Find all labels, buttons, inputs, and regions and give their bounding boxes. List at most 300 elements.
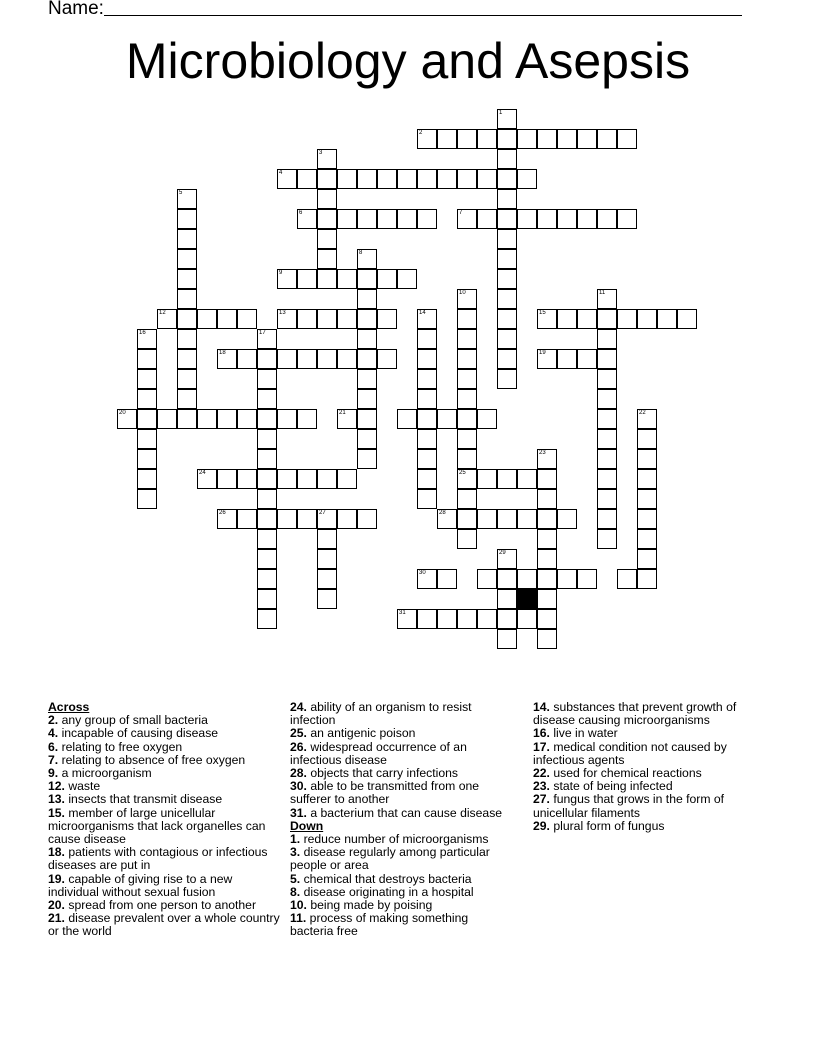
grid-cell[interactable] — [537, 629, 557, 649]
grid-cell[interactable] — [297, 209, 317, 229]
grid-cell[interactable] — [557, 209, 577, 229]
grid-cell[interactable] — [497, 109, 517, 129]
grid-cell[interactable] — [537, 609, 557, 629]
clue-text: insects that transmit disease — [68, 792, 223, 807]
grid-cell[interactable] — [197, 469, 217, 489]
clue-number: 30 — [419, 570, 426, 576]
grid-cell[interactable] — [177, 329, 197, 349]
grid-cell[interactable] — [337, 469, 357, 489]
grid-cell[interactable] — [277, 409, 297, 429]
grid-cell[interactable] — [517, 509, 537, 529]
grid-cell[interactable] — [497, 629, 517, 649]
grid-cell[interactable] — [177, 349, 197, 369]
grid-cell[interactable] — [437, 409, 457, 429]
grid-cell[interactable] — [297, 409, 317, 429]
grid-cell[interactable] — [317, 149, 337, 169]
grid-cell[interactable] — [237, 349, 257, 369]
grid-cell[interactable] — [397, 269, 417, 289]
grid-cell[interactable] — [157, 309, 177, 329]
grid-cell[interactable] — [497, 149, 517, 169]
grid-cell[interactable] — [377, 209, 397, 229]
grid-cell[interactable] — [557, 309, 577, 329]
grid-cell[interactable] — [497, 569, 517, 589]
grid-cell[interactable] — [357, 309, 377, 329]
grid-cell[interactable] — [497, 269, 517, 289]
clue-number: 22 — [639, 410, 646, 416]
grid-cell[interactable] — [257, 529, 277, 549]
grid-cell[interactable] — [497, 329, 517, 349]
grid-cell[interactable] — [357, 389, 377, 409]
grid-cell[interactable] — [537, 449, 557, 469]
grid-cell[interactable] — [137, 349, 157, 369]
grid-cell[interactable] — [637, 309, 657, 329]
grid-cell[interactable] — [637, 549, 657, 569]
grid-cell[interactable] — [497, 589, 517, 609]
grid-cell[interactable] — [317, 469, 337, 489]
grid-cell[interactable] — [417, 389, 437, 409]
clue-number: 7. — [48, 752, 59, 767]
grid-cell[interactable] — [457, 429, 477, 449]
grid-cell[interactable] — [217, 409, 237, 429]
grid-cell[interactable] — [177, 409, 197, 429]
grid-cell[interactable] — [377, 349, 397, 369]
grid-cell[interactable] — [277, 309, 297, 329]
grid-cell[interactable] — [257, 329, 277, 349]
grid-cell[interactable] — [577, 129, 597, 149]
grid-cell[interactable] — [377, 169, 397, 189]
grid-cell[interactable] — [537, 349, 557, 369]
clue-number: 27. — [533, 792, 550, 807]
grid-cell[interactable] — [357, 429, 377, 449]
grid-cell[interactable] — [677, 309, 697, 329]
grid-cell[interactable] — [597, 209, 617, 229]
grid-cell[interactable] — [417, 349, 437, 369]
clue-item — [533, 793, 763, 819]
grid-cell[interactable] — [257, 349, 277, 369]
grid-cell[interactable] — [597, 329, 617, 349]
clue-number: 28. — [290, 766, 307, 781]
grid-cell[interactable] — [237, 509, 257, 529]
grid-cell[interactable] — [657, 309, 677, 329]
grid-cell[interactable] — [257, 429, 277, 449]
clue-number: 29. — [533, 818, 550, 833]
grid-cell[interactable] — [497, 309, 517, 329]
grid-cell[interactable] — [337, 169, 357, 189]
grid-cell[interactable] — [457, 529, 477, 549]
grid-cell[interactable] — [117, 409, 137, 429]
clue-text: disease regularly among particular people or area — [290, 845, 490, 873]
grid-cell[interactable] — [597, 469, 617, 489]
grid-cell[interactable] — [337, 209, 357, 229]
grid-cell[interactable] — [257, 449, 277, 469]
clue-number: 17. — [533, 739, 550, 754]
grid-cell[interactable] — [577, 309, 597, 329]
grid-cell[interactable] — [177, 289, 197, 309]
grid-cell[interactable] — [637, 489, 657, 509]
grid-cell[interactable] — [357, 329, 377, 349]
grid-cell[interactable] — [257, 569, 277, 589]
grid-cell[interactable] — [597, 409, 617, 429]
grid-cell[interactable] — [357, 509, 377, 529]
clue-number: 19. — [48, 871, 65, 886]
grid-cell[interactable] — [137, 329, 157, 349]
grid-cell[interactable] — [457, 389, 477, 409]
grid-cell[interactable] — [617, 569, 637, 589]
grid-cell[interactable] — [497, 509, 517, 529]
clue-number: 12 — [159, 310, 166, 316]
clue-number: 31 — [399, 610, 406, 616]
clue-number: 4. — [48, 726, 59, 741]
grid-cell[interactable] — [577, 209, 597, 229]
clue-number: 4 — [279, 170, 283, 176]
grid-cell[interactable] — [177, 209, 197, 229]
grid-cell[interactable] — [177, 189, 197, 209]
grid-cell[interactable] — [437, 609, 457, 629]
clue-column-1 — [48, 701, 284, 939]
grid-cell[interactable] — [577, 569, 597, 589]
grid-cell[interactable] — [257, 589, 277, 609]
clue-number: 11 — [599, 290, 606, 296]
clue-text: objects that carry infections — [310, 766, 459, 781]
clue-text: ability of an organism to resist infection — [290, 700, 472, 728]
grid-cell[interactable] — [177, 389, 197, 409]
grid-cell[interactable] — [557, 129, 577, 149]
grid-cell[interactable] — [237, 469, 257, 489]
grid-cell[interactable] — [297, 469, 317, 489]
clue-number: 2. — [48, 713, 59, 728]
clue-number: 15 — [539, 310, 546, 316]
grid-cell[interactable] — [497, 549, 517, 569]
grid-cell[interactable] — [597, 309, 617, 329]
grid-cell[interactable] — [257, 549, 277, 569]
grid-cell[interactable] — [417, 169, 437, 189]
clue-text: disease originating in a hospital — [303, 884, 474, 899]
grid-cell[interactable] — [357, 289, 377, 309]
grid-cell[interactable] — [497, 609, 517, 629]
grid-cell[interactable] — [617, 209, 637, 229]
clue-number: 18 — [219, 350, 226, 356]
clue-text: process of making something bacteria free — [290, 911, 469, 939]
grid-cell[interactable] — [137, 409, 157, 429]
grid-cell[interactable] — [177, 269, 197, 289]
grid-cell[interactable] — [497, 169, 517, 189]
clue-item — [48, 807, 284, 847]
grid-cell[interactable] — [557, 569, 577, 589]
grid-cell[interactable] — [417, 329, 437, 349]
grid-cell[interactable] — [457, 169, 477, 189]
grid-cell[interactable] — [357, 169, 377, 189]
grid-cell[interactable] — [457, 409, 477, 429]
grid-cell[interactable] — [537, 569, 557, 589]
grid-cell[interactable] — [397, 169, 417, 189]
grid-cell[interactable] — [177, 309, 197, 329]
grid-cell[interactable] — [537, 489, 557, 509]
grid-cell[interactable] — [457, 369, 477, 389]
grid-cell[interactable] — [457, 609, 477, 629]
grid-cell[interactable] — [337, 269, 357, 289]
grid-cell[interactable] — [477, 569, 497, 589]
clue-text: a bacterium that can cause disease — [310, 805, 503, 820]
grid-cell[interactable] — [457, 449, 477, 469]
grid-cell[interactable] — [537, 469, 557, 489]
grid-cell[interactable] — [497, 349, 517, 369]
grid-cell[interactable] — [457, 309, 477, 329]
grid-cell[interactable] — [637, 569, 657, 589]
grid-cell[interactable] — [257, 369, 277, 389]
grid-cell[interactable] — [237, 309, 257, 329]
grid-cell[interactable] — [217, 349, 237, 369]
grid-cell[interactable] — [537, 589, 557, 609]
grid-cell[interactable] — [497, 469, 517, 489]
grid-cell[interactable] — [537, 509, 557, 529]
name-label: Name: — [48, 0, 104, 19]
grid-cell[interactable] — [597, 129, 617, 149]
grid-cell[interactable] — [357, 369, 377, 389]
grid-cell[interactable] — [477, 469, 497, 489]
clue-column-2 — [290, 701, 510, 939]
grid-cell[interactable] — [437, 169, 457, 189]
grid-cell[interactable] — [497, 189, 517, 209]
grid-cell[interactable] — [337, 309, 357, 329]
grid-cell[interactable] — [297, 169, 317, 189]
grid-cell[interactable] — [457, 489, 477, 509]
grid-cell[interactable] — [457, 349, 477, 369]
grid-cell[interactable] — [457, 289, 477, 309]
grid-cell[interactable] — [377, 269, 397, 289]
grid-cell[interactable] — [317, 229, 337, 249]
clue-item — [533, 701, 763, 727]
grid-cell[interactable] — [597, 449, 617, 469]
grid-cell[interactable] — [477, 129, 497, 149]
grid-cell[interactable] — [417, 209, 437, 229]
clue-number: 13 — [279, 310, 286, 316]
grid-cell[interactable] — [497, 249, 517, 269]
grid-cell[interactable] — [537, 529, 557, 549]
grid-cell[interactable] — [277, 169, 297, 189]
grid-cell[interactable] — [417, 129, 437, 149]
grid-cell[interactable] — [317, 269, 337, 289]
grid-cell[interactable] — [257, 409, 277, 429]
grid-cell[interactable] — [257, 609, 277, 629]
grid-cell[interactable] — [497, 289, 517, 309]
grid-cell[interactable] — [217, 469, 237, 489]
clue-number: 9. — [48, 766, 59, 781]
grid-cell[interactable] — [537, 549, 557, 569]
grid-cell[interactable] — [637, 529, 657, 549]
grid-cell[interactable] — [457, 329, 477, 349]
black-cell — [517, 589, 537, 609]
grid-cell[interactable] — [277, 269, 297, 289]
grid-cell[interactable] — [497, 369, 517, 389]
grid-cell[interactable] — [277, 349, 297, 369]
grid-cell[interactable] — [357, 209, 377, 229]
grid-cell[interactable] — [337, 509, 357, 529]
grid-cell[interactable] — [177, 229, 197, 249]
grid-cell[interactable] — [637, 449, 657, 469]
grid-cell[interactable] — [637, 409, 657, 429]
grid-cell[interactable] — [517, 169, 537, 189]
grid-cell[interactable] — [417, 609, 437, 629]
grid-cell[interactable] — [137, 469, 157, 489]
grid-cell[interactable] — [137, 489, 157, 509]
grid-cell[interactable] — [617, 309, 637, 329]
clue-number: 1. — [290, 832, 301, 847]
grid-cell[interactable] — [417, 489, 437, 509]
grid-cell[interactable] — [277, 509, 297, 529]
grid-cell[interactable] — [637, 469, 657, 489]
grid-cell[interactable] — [497, 229, 517, 249]
grid-cell[interactable] — [317, 209, 337, 229]
grid-cell[interactable] — [417, 409, 437, 429]
grid-cell[interactable] — [157, 409, 177, 429]
clue-number: 30. — [290, 779, 307, 794]
grid-cell[interactable] — [497, 209, 517, 229]
grid-cell[interactable] — [537, 209, 557, 229]
clue-text: any group of small bacteria — [61, 713, 208, 728]
grid-cell[interactable] — [317, 549, 337, 569]
grid-cell[interactable] — [437, 129, 457, 149]
grid-cell[interactable] — [517, 469, 537, 489]
grid-cell[interactable] — [477, 169, 497, 189]
clue-number: 14 — [419, 310, 426, 316]
grid-cell[interactable] — [417, 369, 437, 389]
grid-cell[interactable] — [597, 489, 617, 509]
grid-cell[interactable] — [257, 489, 277, 509]
grid-cell[interactable] — [297, 309, 317, 329]
grid-cell[interactable] — [577, 349, 597, 369]
clue-number: 21 — [339, 410, 346, 416]
grid-cell[interactable] — [597, 369, 617, 389]
grid-cell[interactable] — [597, 349, 617, 369]
grid-cell[interactable] — [477, 209, 497, 229]
grid-cell[interactable] — [637, 509, 657, 529]
grid-cell[interactable] — [397, 209, 417, 229]
grid-cell[interactable] — [457, 209, 477, 229]
grid-cell[interactable] — [617, 129, 637, 149]
grid-cell[interactable] — [317, 529, 337, 549]
grid-cell[interactable] — [597, 529, 617, 549]
grid-cell[interactable] — [417, 429, 437, 449]
grid-cell[interactable] — [317, 189, 337, 209]
grid-cell[interactable] — [357, 409, 377, 429]
grid-cell[interactable] — [317, 589, 337, 609]
grid-cell[interactable] — [217, 509, 237, 529]
clue-number: 10 — [459, 290, 466, 296]
grid-cell[interactable] — [217, 309, 237, 329]
grid-cell[interactable] — [397, 609, 417, 629]
grid-cell[interactable] — [257, 509, 277, 529]
grid-cell[interactable] — [357, 449, 377, 469]
grid-cell[interactable] — [457, 469, 477, 489]
grid-cell[interactable] — [137, 429, 157, 449]
clue-number: 18. — [48, 845, 65, 860]
clue-number: 31. — [290, 805, 307, 820]
grid-cell[interactable] — [177, 249, 197, 269]
grid-cell[interactable] — [597, 289, 617, 309]
clue-text: live in water — [553, 726, 618, 741]
grid-cell[interactable] — [417, 469, 437, 489]
grid-cell[interactable] — [537, 309, 557, 329]
grid-cell[interactable] — [337, 409, 357, 429]
clue-number: 15. — [48, 805, 65, 820]
grid-cell[interactable] — [257, 469, 277, 489]
grid-cell[interactable] — [137, 449, 157, 469]
clue-text: disease prevalent over a whole country or the world — [48, 911, 280, 939]
grid-cell[interactable] — [597, 509, 617, 529]
clue-item — [533, 820, 763, 833]
grid-cell[interactable] — [297, 349, 317, 369]
clue-text: used for chemical reactions — [553, 766, 702, 781]
grid-cell[interactable] — [357, 269, 377, 289]
clue-number: 2 — [419, 130, 423, 136]
clue-number: 1 — [499, 110, 503, 116]
grid-cell[interactable] — [317, 569, 337, 589]
grid-cell[interactable] — [457, 509, 477, 529]
grid-cell[interactable] — [437, 509, 457, 529]
grid-cell[interactable] — [517, 209, 537, 229]
grid-cell[interactable] — [317, 509, 337, 529]
grid-cell[interactable] — [417, 569, 437, 589]
grid-cell[interactable] — [197, 309, 217, 329]
grid-cell[interactable] — [357, 349, 377, 369]
clue-number: 23 — [539, 450, 546, 456]
grid-cell[interactable] — [477, 609, 497, 629]
clue-item — [290, 912, 510, 938]
grid-cell[interactable] — [477, 509, 497, 529]
grid-cell[interactable] — [277, 469, 297, 489]
grid-cell[interactable] — [557, 509, 577, 529]
grid-cell[interactable] — [397, 409, 417, 429]
grid-cell[interactable] — [637, 429, 657, 449]
grid-cell[interactable] — [317, 309, 337, 329]
grid-cell[interactable] — [137, 369, 157, 389]
clue-number: 28 — [439, 510, 446, 516]
grid-cell[interactable] — [417, 309, 437, 329]
grid-cell[interactable] — [337, 349, 357, 369]
grid-cell[interactable] — [257, 389, 277, 409]
grid-cell[interactable] — [317, 349, 337, 369]
grid-cell[interactable] — [357, 249, 377, 269]
clue-number: 5 — [179, 190, 183, 196]
grid-cell[interactable] — [517, 609, 537, 629]
clue-number: 11. — [290, 911, 307, 926]
grid-cell[interactable] — [297, 509, 317, 529]
grid-cell[interactable] — [477, 409, 497, 429]
grid-cell[interactable] — [597, 429, 617, 449]
grid-cell[interactable] — [417, 449, 437, 469]
grid-cell[interactable] — [377, 309, 397, 329]
clue-text: being made by poising — [310, 898, 433, 913]
grid-cell[interactable] — [597, 389, 617, 409]
clue-item — [290, 846, 510, 872]
grid-cell[interactable] — [437, 569, 457, 589]
clue-number: 6. — [48, 739, 59, 754]
grid-cell[interactable] — [517, 129, 537, 149]
grid-cell[interactable] — [537, 129, 557, 149]
grid-cell[interactable] — [317, 249, 337, 269]
grid-cell[interactable] — [517, 569, 537, 589]
clue-item — [290, 741, 510, 767]
grid-cell[interactable] — [197, 409, 217, 429]
grid-cell[interactable] — [297, 269, 317, 289]
grid-cell[interactable] — [457, 129, 477, 149]
grid-cell[interactable] — [317, 169, 337, 189]
grid-cell[interactable] — [557, 349, 577, 369]
grid-cell[interactable] — [497, 129, 517, 149]
grid-cell[interactable] — [177, 369, 197, 389]
grid-cell[interactable] — [237, 409, 257, 429]
grid-cell[interactable] — [137, 389, 157, 409]
